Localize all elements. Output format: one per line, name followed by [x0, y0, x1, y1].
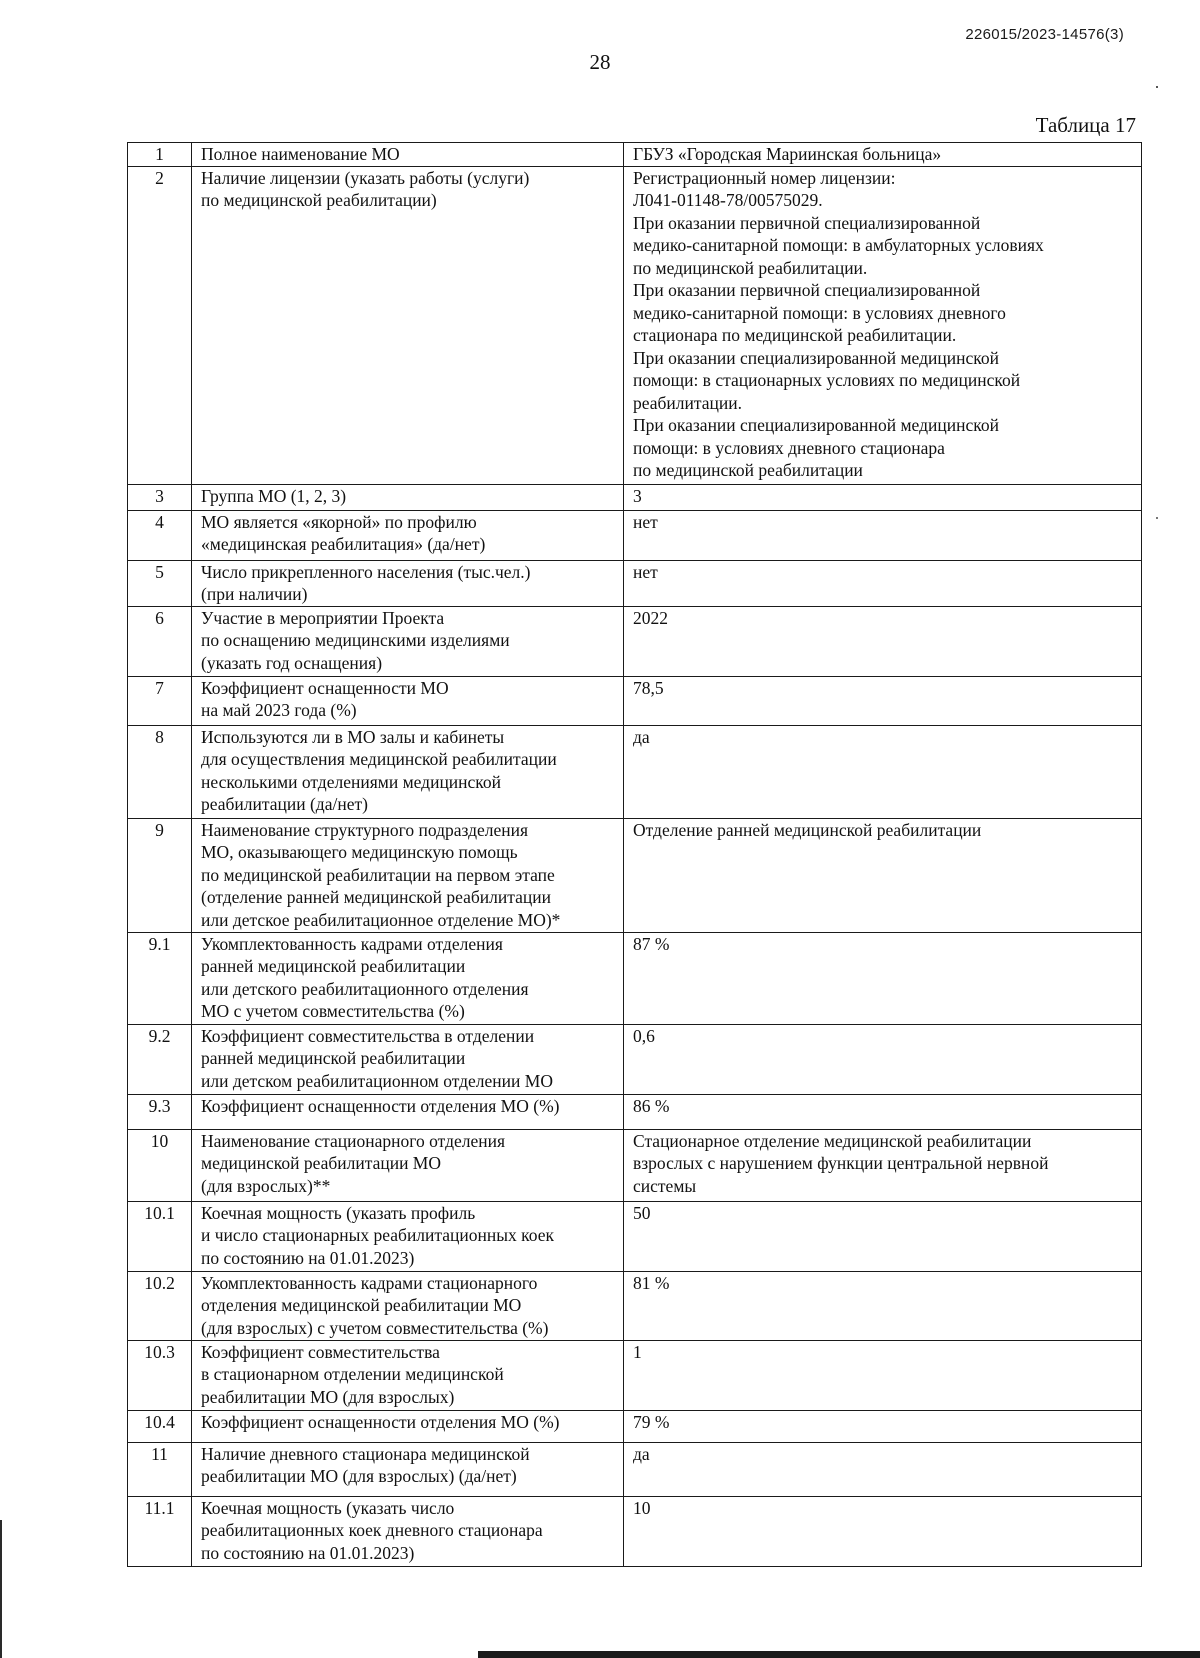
row-label: Полное наименование МО	[192, 143, 624, 167]
row-number: 10.2	[128, 1271, 192, 1340]
row-value: 81 %	[624, 1271, 1142, 1340]
row-label: Укомплектованность кадрами отделения ранней медицинской реабилитации или детского реабилитационного отделения МО с учетом совместительства (%)	[192, 932, 624, 1024]
scan-shadow	[478, 1651, 1200, 1658]
row-label: МО является «якорной» по профилю «медицинская реабилитация» (да/нет)	[192, 510, 624, 560]
row-value: 0,6	[624, 1024, 1142, 1094]
row-label: Наименование структурного подразделения МО, оказывающего медицинскую помощь по медицинской реабилитации на первом этапе (отделение ранней медицинской реабилитации или детское реабилитационное отделение МО)*	[192, 818, 624, 932]
row-value: 10	[624, 1496, 1142, 1566]
row-number: 11	[128, 1442, 192, 1496]
row-value: нет	[624, 510, 1142, 560]
row-label: Коэффициент оснащенности отделения МО (%)	[192, 1094, 624, 1129]
table-row	[128, 484, 1142, 510]
scan-artifact	[1156, 86, 1158, 88]
row-label: Наличие лицензии (указать работы (услуги) по медицинской реабилитации)	[192, 166, 624, 484]
row-value: 79 %	[624, 1410, 1142, 1442]
table-row	[128, 818, 1142, 932]
row-value: 2022	[624, 606, 1142, 676]
row-number: 10.3	[128, 1340, 192, 1410]
row-number: 7	[128, 676, 192, 725]
row-label: Число прикрепленного населения (тыс.чел.) (при наличии)	[192, 560, 624, 606]
table-row	[128, 1442, 1142, 1496]
table-row	[128, 560, 1142, 606]
row-label: Коэффициент оснащенности отделения МО (%)	[192, 1410, 624, 1442]
row-number: 2	[128, 166, 192, 484]
row-number: 9.3	[128, 1094, 192, 1129]
row-value: нет	[624, 560, 1142, 606]
table-row	[128, 1129, 1142, 1201]
row-number: 9	[128, 818, 192, 932]
document-id: 226015/2023-14576(3)	[965, 26, 1124, 43]
page-number: 28	[589, 50, 611, 74]
row-label: Укомплектованность кадрами стационарного отделения медицинской реабилитации МО (для взрослых) с учетом совместительства (%)	[192, 1271, 624, 1340]
row-label: Коэффициент совместительства в отделении ранней медицинской реабилитации или детском реабилитационном отделении МО	[192, 1024, 624, 1094]
row-value: 78,5	[624, 676, 1142, 725]
table-row	[128, 166, 1142, 484]
table-row	[128, 932, 1142, 1024]
row-value: Отделение ранней медицинской реабилитации	[624, 818, 1142, 932]
table-row	[128, 510, 1142, 560]
table-row	[128, 1496, 1142, 1566]
row-value: 87 %	[624, 932, 1142, 1024]
row-label: Группа МО (1, 2, 3)	[192, 484, 624, 510]
row-number: 3	[128, 484, 192, 510]
row-number: 10.1	[128, 1201, 192, 1271]
row-label: Наличие дневного стационара медицинской реабилитации МО (для взрослых) (да/нет)	[192, 1442, 624, 1496]
row-value: да	[624, 1442, 1142, 1496]
row-label: Коечная мощность (указать число реабилитационных коек дневного стационара по состоянию на 01.01.2023)	[192, 1496, 624, 1566]
row-label: Наименование стационарного отделения медицинской реабилитации МО (для взрослых)**	[192, 1129, 624, 1201]
row-value: 3	[624, 484, 1142, 510]
table-row	[128, 1410, 1142, 1442]
table-row	[128, 1094, 1142, 1129]
row-number: 9.1	[128, 932, 192, 1024]
row-number: 6	[128, 606, 192, 676]
row-label: Коэффициент оснащенности МО на май 2023 года (%)	[192, 676, 624, 725]
table-row	[128, 1201, 1142, 1271]
row-label: Коечная мощность (указать профиль и число стационарных реабилитационных коек по состоянию на 01.01.2023)	[192, 1201, 624, 1271]
scan-edge	[0, 1520, 2, 1658]
row-number: 11.1	[128, 1496, 192, 1566]
row-number: 10.4	[128, 1410, 192, 1442]
row-number: 5	[128, 560, 192, 606]
row-number: 8	[128, 725, 192, 818]
row-number: 1	[128, 143, 192, 167]
row-number: 4	[128, 510, 192, 560]
table-caption: Таблица 17	[1035, 113, 1136, 137]
row-number: 9.2	[128, 1024, 192, 1094]
scan-artifact	[1156, 517, 1158, 519]
row-value: Регистрационный номер лицензии: Л041-01148-78/00575029. При оказании первичной специализированной медико-санитарной помощи: в амбулаторных условиях по медицинской реабилитации. При оказании первичной специализированной медико-санитарной помощи: в условиях дневного стационара по медицинской реабилитации. При оказании специализированной медицинской помощи: в стационарных условиях по медицинской реабилитации. При оказании специализированной медицинской помощи: в условиях дневного стационара по медицинской реабилитации	[624, 166, 1142, 484]
row-value: 1	[624, 1340, 1142, 1410]
row-value: 86 %	[624, 1094, 1142, 1129]
row-value: да	[624, 725, 1142, 818]
row-value: 50	[624, 1201, 1142, 1271]
row-value: ГБУЗ «Городская Мариинская больница»	[624, 143, 1142, 167]
table-row	[128, 1024, 1142, 1094]
table-row	[128, 725, 1142, 818]
table-row	[128, 1340, 1142, 1410]
table-row	[128, 606, 1142, 676]
mo-info-table	[127, 142, 1142, 1567]
row-number: 10	[128, 1129, 192, 1201]
table-row	[128, 143, 1142, 167]
table-row	[128, 676, 1142, 725]
row-label: Участие в мероприятии Проекта по оснащению медицинскими изделиями (указать год оснащения)	[192, 606, 624, 676]
table-row	[128, 1271, 1142, 1340]
row-value: Стационарное отделение медицинской реабилитации взрослых с нарушением функции центральной нервной системы	[624, 1129, 1142, 1201]
row-label: Коэффициент совместительства в стационарном отделении медицинской реабилитации МО (для взрослых)	[192, 1340, 624, 1410]
row-label: Используются ли в МО залы и кабинеты для осуществления медицинской реабилитации несколькими отделениями медицинской реабилитации (да/нет)	[192, 725, 624, 818]
